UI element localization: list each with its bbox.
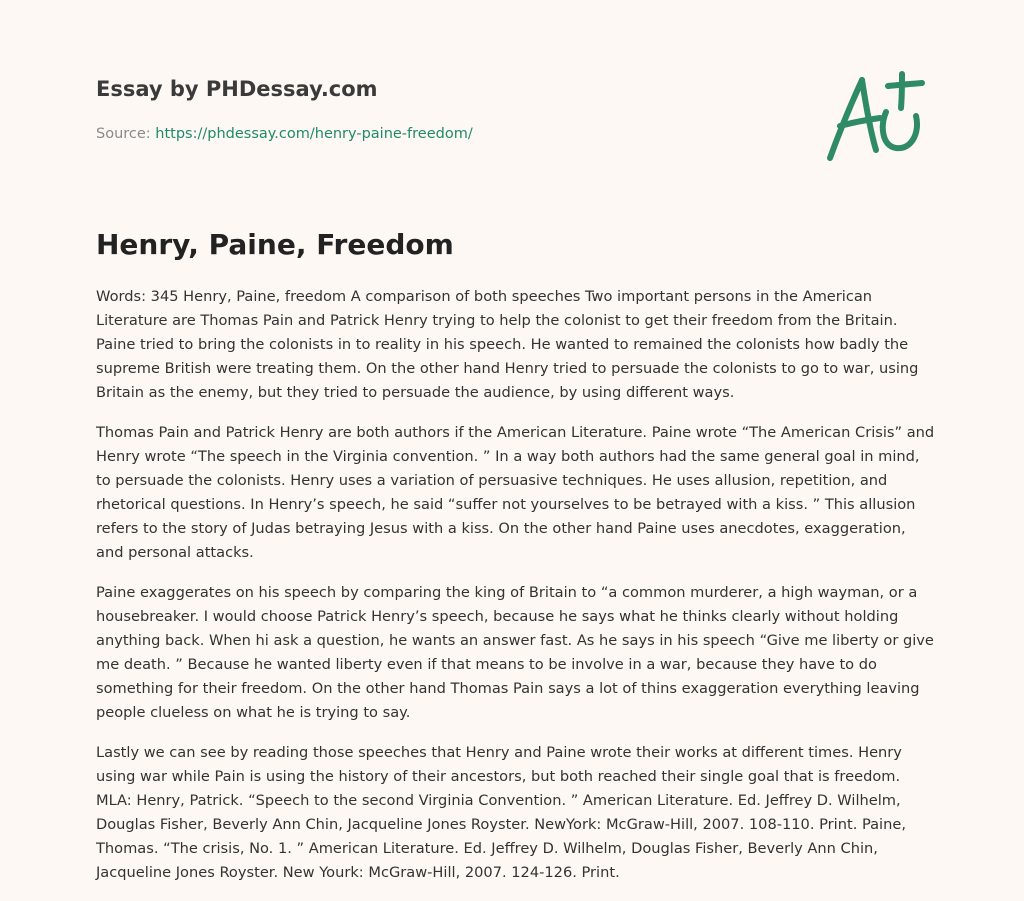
paragraph: Words: 345 Henry, Paine, freedom A comparison of both speeches Two important persons in the American Literature are Thomas Pain and Patrick Henry trying to help the colonist to get their freedom from the Britain. Paine tried to bring the colonists in to reality in his speech. He wanted to remained the colonists how badly the supreme British were treating them. On the other hand Henry tried to persuade the colonists to go to war, using Britain as the enemy, but they tried to persuade the audience, by using different ways. [96,288,919,401]
a-plus-grade-icon [820,66,930,166]
essay-title: Henry, Paine, Freedom [96,228,454,261]
paragraph: Thomas Pain and Patrick Henry are both authors if the American Literature. Paine wrote “The American Crisis” and Henry wrote “The speech in the Virginia convention. ” In a way both authors had the same general goal in mind, to persuade the colonists. Henry uses a variation of persuasive techniques. He uses allusion, repetition, and rhetorical questions. In Henry’s speech, he said “suffer not yourselves to be betrayed with a kiss. ” This allusion refers to the story of Judas betraying Jesus with a kiss. On the other hand Paine uses anecdotes, exaggeration, and personal attacks. [96,424,935,561]
brand-title: Essay by PHDessay.com [96,77,378,101]
page-header [96,74,796,144]
source-label: Source: [96,126,156,142]
paragraph: Lastly we can see by reading those speeches that Henry and Paine wrote their works at different times. Henry using war while Pain is using the history of their ancestors, but both reached their single goal that is freedom. MLA: Henry, Patrick. “Speech to the second Virginia Convention. ” American Literature. Ed. Jeffrey D. Wilhelm, Douglas Fisher, Beverly Ann Chin, Jacqueline Jones Royster. NewYork: McGraw-Hill, 2007. 108-110. Print. Paine, Thomas. “The crisis, No. 1. ” American Literature. Ed. Jeffrey D. Wilhelm, Douglas Fisher, Beverly Ann Chin, Jacqueline Jones Royster. New Yourk: McGraw-Hill, 2007. 124-126. Print. [96,744,906,881]
essay-body [96,285,936,901]
paragraph: Paine exaggerates on his speech by comparing the king of Britain to “a common murderer, a high wayman, or a housebreaker. I would choose Patrick Henry’s speech, because he says what he thinks clearly without holding anything back. When hi ask a question, he wants an answer fast. As he says in his speech “Give me liberty or give me death. ” Because he wanted liberty even if that means to be involve in a war, because they have to do something for their freedom. On the other hand Thomas Pain says a lot of thins exaggeration everything leaving people clueless on what he is trying to say. [96,584,934,721]
source-link[interactable]: https://phdessay.com/henry-paine-freedom/ [155,126,473,142]
source-line [96,124,796,144]
